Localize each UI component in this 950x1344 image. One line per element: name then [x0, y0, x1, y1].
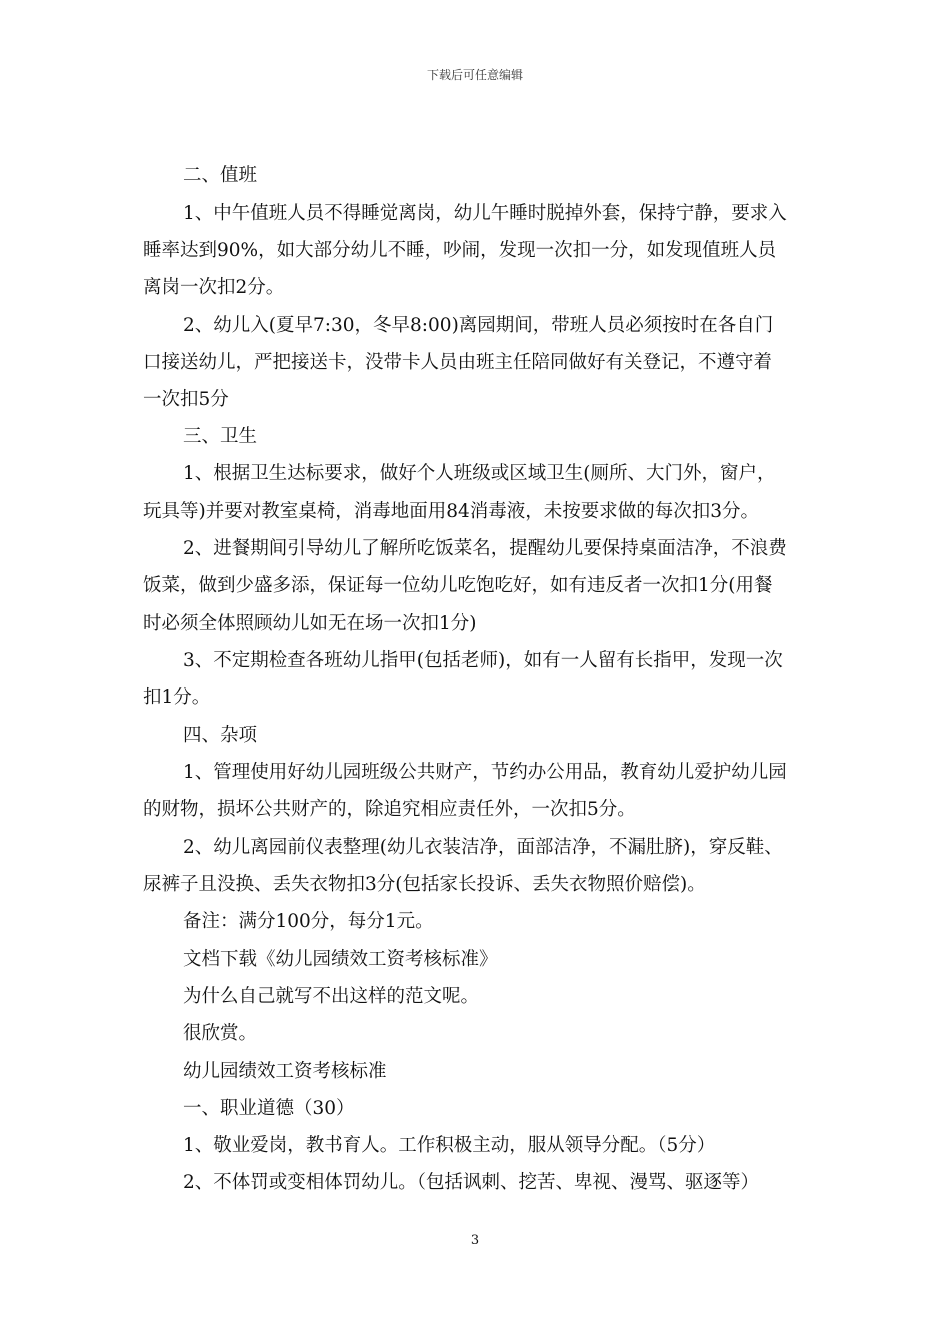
paragraph-line: 口接送幼儿，严把接送卡，没带卡人员由班主任陪同做好有关登记，不遵守着 [143, 352, 773, 373]
paragraph-line: 2、幼儿入(夏早7:30，冬早8:00)离园期间，带班人员必须按时在各自门 [183, 315, 774, 336]
section-heading: 三、卫生 [183, 426, 258, 447]
section-heading: 二、值班 [183, 165, 258, 186]
paragraph-line: 为什么自己就写不出这样的范文呢。 [183, 986, 480, 1007]
paragraph-line: 时必须全体照顾幼儿如无在场一次扣1分) [143, 613, 477, 634]
paragraph-line: 的财物，损坏公共财产的，除追究相应责任外，一次扣5分。 [143, 799, 636, 820]
paragraph-line: 1、根据卫生达标要求，做好个人班级或区域卫生(厕所、大门外，窗户， [183, 463, 776, 484]
paragraph-line: 1、中午值班人员不得睡觉离岗，幼儿午睡时脱掉外套，保持宁静，要求入 [183, 203, 787, 224]
paragraph-line: 2、幼儿离园前仪表整理(幼儿衣装洁净，面部洁净，不漏肚脐)，穿反鞋、 [183, 837, 783, 858]
download-line: 文档下载《幼儿园绩效工资考核标准》 [183, 949, 498, 970]
paragraph-line: 睡率达到90%，如大部分幼儿不睡，吵闹，发现一次扣一分，如发现值班人员 [143, 240, 777, 261]
paragraph-line: 饭菜，做到少盛多添，保证每一位幼儿吃饱吃好，如有违反者一次扣1分(用餐 [143, 575, 773, 596]
paragraph-line: 扣1分。 [143, 687, 211, 708]
document-title: 幼儿园绩效工资考核标准 [183, 1061, 387, 1082]
section-heading: 一、职业道德（30） [183, 1098, 355, 1119]
section-heading: 四、杂项 [183, 725, 258, 746]
paragraph-line: 离岗一次扣2分。 [143, 277, 285, 298]
paragraph-line: 3、不定期检查各班幼儿指甲(包括老师)，如有一人留有长指甲，发现一次 [183, 650, 783, 671]
page-header: 下载后可任意编辑 [426, 68, 523, 82]
paragraph-line: 1、敬业爱岗，教书育人。工作积极主动，服从领导分配。（5分） [183, 1135, 716, 1156]
paragraph-line: 2、进餐期间引导幼儿了解所吃饭菜名，提醒幼儿要保持桌面洁净，不浪费 [183, 538, 787, 559]
paragraph-line: 尿裤子且没换、丢失衣物扣3分(包括家长投诉、丢失衣物照价赔偿)。 [143, 874, 706, 895]
note-line: 备注：满分100分，每分1元。 [183, 911, 434, 932]
page-number: 3 [470, 1233, 480, 1248]
paragraph-line: 2、不体罚或变相体罚幼儿。（包括讽刺、挖苦、卑视、漫骂、驱逐等） [183, 1172, 760, 1193]
paragraph-line: 很欣赏。 [183, 1023, 258, 1044]
paragraph-line: 玩具等)并要对教室桌椅，消毒地面用84消毒液，未按要求做的每次扣3分。 [143, 501, 760, 522]
paragraph-line: 1、管理使用好幼儿园班级公共财产，节约办公用品，教育幼儿爱护幼儿园 [183, 762, 787, 783]
paragraph-line: 一次扣5分 [143, 389, 229, 410]
